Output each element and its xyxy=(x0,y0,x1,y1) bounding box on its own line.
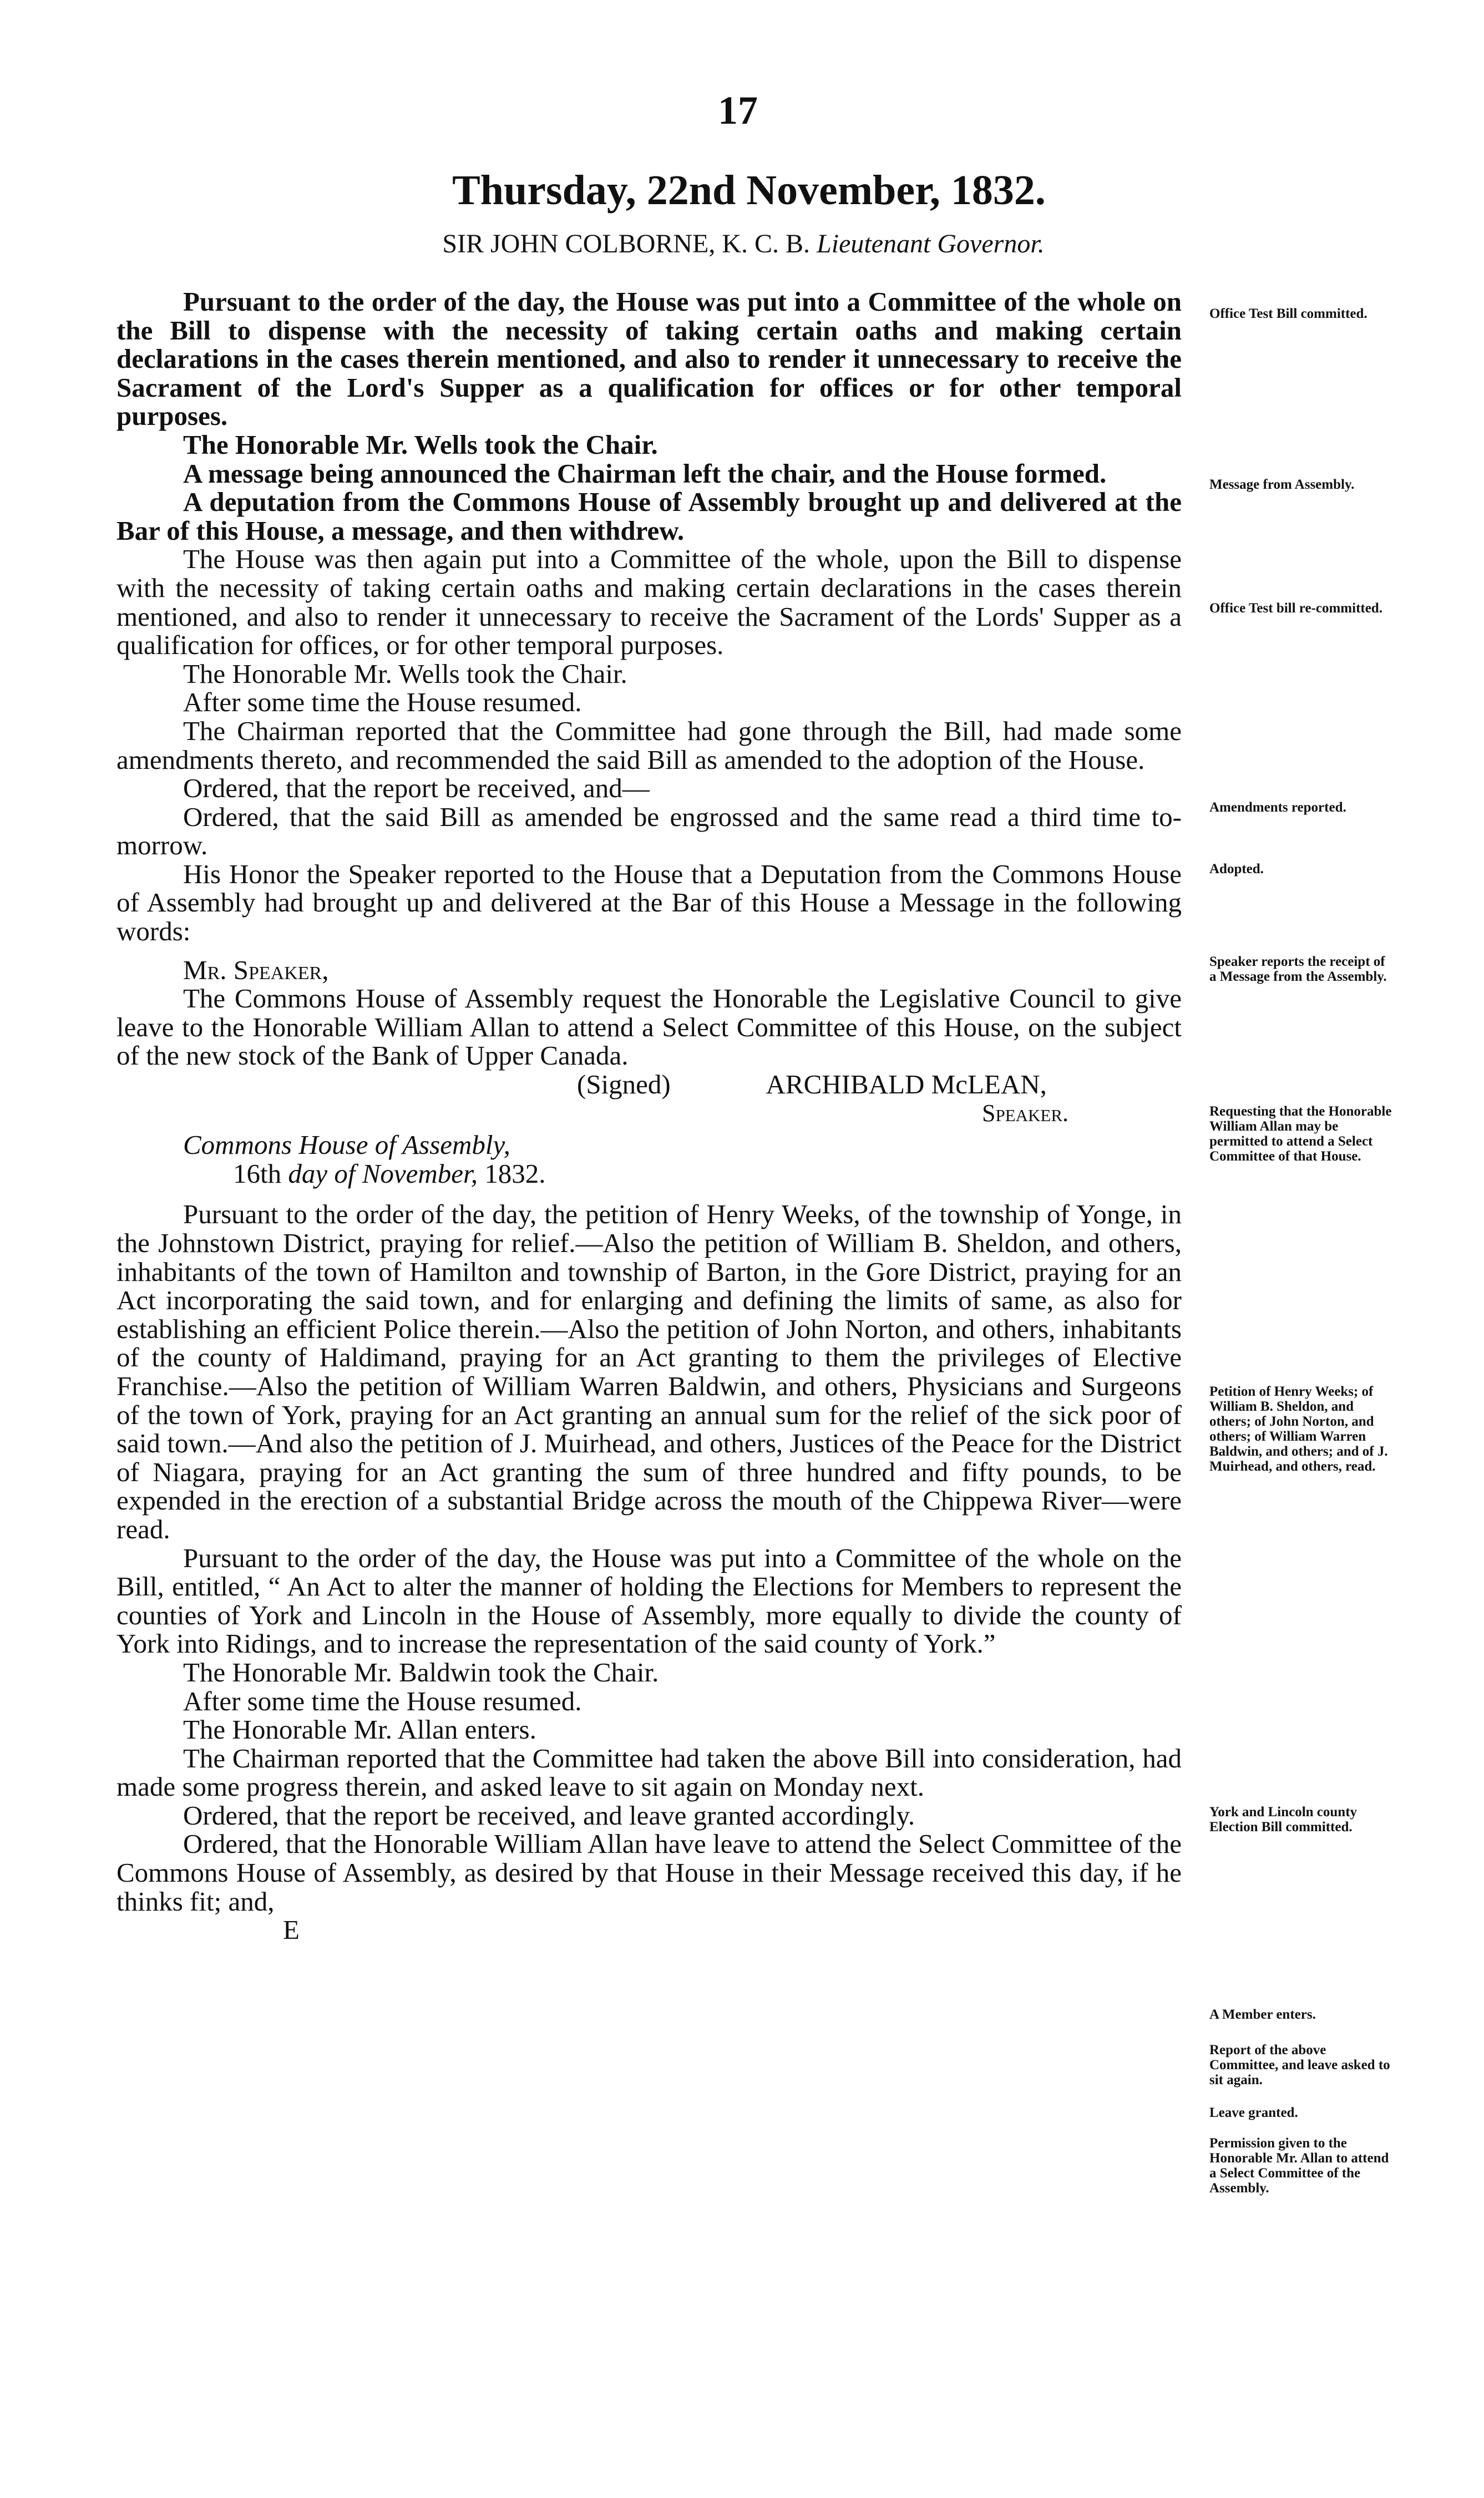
paragraph-ordered-received: Ordered, that the report be received, and— xyxy=(183,773,650,804)
origin-date-num: 16th xyxy=(233,1158,282,1189)
paragraph-recommitted: The House was then again put into a Committee of the whole, upon the Bill to dispense with the necessity of taking certain oaths and making certain declarations in the cases therein mentioned, and also to render it unnecessary to receive the Sacrament of the Lords' Supper as a qualification for offices, or for other temporal purposes. xyxy=(117,544,1182,661)
paragraph-petitions: Pursuant to the order of the day, the petition of Henry Weeks, of the township of Yonge, in the Johnstown District, praying for relief.—Also the petition of William B. Sheldon, and others, inhabitants of the town of Hamilton and township of Barton, in the Gore District, praying for an Act incorporating the said town, and for enlarging and defining the limits of same, as also for establishing an efficient Police therein.—Also the petition of John Norton, and others, inhabitants of the county of Haldimand, praying for an Act granting to them the privileges of Elective Franchise.—Also the petition of William Warren Baldwin, and others, Physicians and Surgeons of the town of York, praying for an Act granting an annual sum for the relief of the sick poor of said town.—And also the petition of J. Muirhead, and others, Justices of the Peace for the District of Niagara, praying for an Act granting the sum of three hundred and fifty pounds, to be expended in the erection of a substantial Bridge across the mouth of the Chippewa River—were read. xyxy=(117,1199,1182,1544)
margin-note: Report of the above Committee, and leave asked to sit again. xyxy=(1209,2043,1390,2087)
paragraph-chair-2: The Honorable Mr. Wells took the Chair. xyxy=(183,658,627,689)
message-text: The Commons House of Assembly request the Honorable the Legislative Council to give leave to the Honorable William Allan to attend a Select Committee of this House, on the subject of the new stock of the Bank of Upper Canada. xyxy=(117,983,1182,1071)
margin-note: Amendments reported. xyxy=(1209,800,1346,815)
paragraph-progress: The Chairman reported that the Committee had taken the above Bill into consideration, had made some progress therein, and asked leave to sit again on Monday next. xyxy=(117,1742,1182,1802)
paragraph-resumed-2: After some time the House resumed. xyxy=(183,1685,582,1716)
governor-line xyxy=(311,229,1176,259)
signatory-title: Speaker. xyxy=(982,1099,1069,1127)
paragraph-deputation: A deputation from the Commons House of Assembly brought up and delivered at the Bar of this House, a message, and then withdrew. xyxy=(117,487,1182,546)
paragraph-leave-granted: Ordered, that the report be received, and leave granted accordingly. xyxy=(183,1800,915,1831)
margin-note: Petition of Henry Weeks; of William B. Sheldon, and others; of John Norton, and others; of William Warren Baldwin, and others; and of J. Muirhead, and others, read. xyxy=(1209,1384,1388,1474)
margin-note: Office Test bill re-committed. xyxy=(1209,601,1382,616)
paragraph-election-bill: Pursuant to the order of the day, the House was put into a Committee of the whole on the Bill, entitled, “ An Act to alter the manner of holding the Elections for Members to represent the counties of York and Lincoln in the House of Assembly, more equally to divide the county of York into Ridings, and to increase the representation of the said county of York.” xyxy=(117,1542,1182,1659)
margin-note: Leave granted. xyxy=(1209,2105,1298,2120)
page-number: 17 xyxy=(718,88,758,133)
margin-note: Office Test Bill committed. xyxy=(1209,306,1367,321)
paragraph-permission: Ordered, that the Honorable William Allan have leave to attend the Select Committee of the Commons House of Assembly, as desired by that House in their Message received this day, if he thinks fit; and, xyxy=(117,1828,1182,1917)
margin-note: Permission given to the Honorable Mr. Allan to attend a Select Committee of the Assembly. xyxy=(1209,2136,1389,2196)
paragraph-report: The Chairman reported that the Committee had gone through the Bill, had made some amendments thereto, and recommended the said Bill as amended to the adoption of the House. xyxy=(117,715,1182,775)
paragraph-resumed: After some time the House resumed. xyxy=(183,687,582,718)
signature-line xyxy=(117,1070,1182,1099)
paragraph-message-announced: A message being announced the Chairman left the chair, and the House formed. xyxy=(183,458,1107,489)
paragraph-baldwin-chair: The Honorable Mr. Baldwin took the Chair. xyxy=(183,1656,659,1688)
signature-mark: E xyxy=(283,1914,300,1945)
margin-note: Speaker reports the receipt of a Message from the Assembly. xyxy=(1209,954,1387,984)
origin-date-rest: day of November, xyxy=(288,1158,478,1189)
margin-note: York and Lincoln county Election Bill committed. xyxy=(1209,1805,1358,1835)
paragraph-allan-enters: The Honorable Mr. Allan enters. xyxy=(183,1714,536,1745)
governor-name: SIR JOHN COLBORNE, K. C. B. xyxy=(442,229,811,259)
margin-note: Message from Assembly. xyxy=(1209,477,1355,492)
governor-title: Lieutenant Governor. xyxy=(817,229,1045,259)
paragraph-committee: Pursuant to the order of the day, the House was put into a Committee of the whole on the Bill to dispense with the necessity of taking certain oaths and making certain declarations in the cases therein mentioned, and also to render it unnecessary to receive the Sacrament of the Lord's Supper as a qualification for offices or for other temporal purposes. xyxy=(117,286,1182,432)
date-heading: Thursday, 22nd November, 1832. xyxy=(452,167,1046,214)
origin-year: 1832. xyxy=(484,1158,546,1189)
paragraph-speaker-report: His Honor the Speaker reported to the House that a Deputation from the Commons House of Assembly had brought up and delivered at the Bar of this House a Message in the following words: xyxy=(117,858,1182,947)
signed-label: (Signed) xyxy=(577,1069,671,1100)
margin-note: A Member enters. xyxy=(1209,2007,1316,2022)
margin-note: Adopted. xyxy=(1209,862,1264,876)
margin-note: Requesting that the Honorable William Allan may be permitted to attend a Select Committee of that House. xyxy=(1209,1104,1392,1164)
paragraph-ordered-engrossed: Ordered, that the said Bill as amended be engrossed and the same read a third time to-morrow. xyxy=(117,801,1182,861)
signatory-name: ARCHIBALD McLEAN, xyxy=(766,1069,1047,1100)
journal-body xyxy=(117,287,1182,1944)
origin-date xyxy=(117,1159,1182,1188)
paragraph-chair: The Honorable Mr. Wells took the Chair. xyxy=(183,429,658,460)
salutation: Mr. Speaker, xyxy=(183,954,329,985)
origin-house: Commons House of Assembly, xyxy=(183,1129,510,1161)
